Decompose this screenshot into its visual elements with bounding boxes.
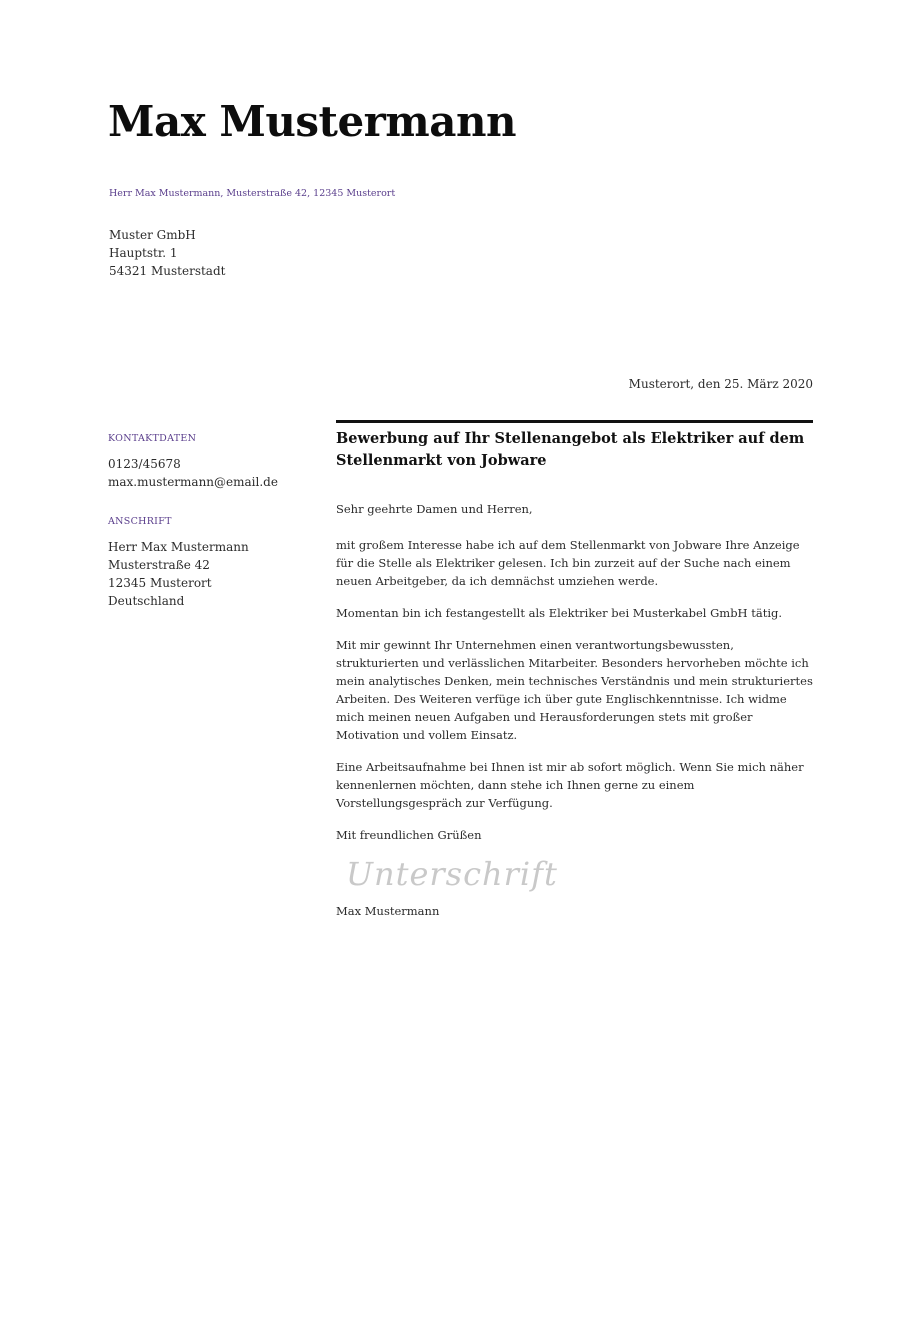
recipient-address [109,226,225,280]
paragraph-availability: Eine Arbeitsaufnahme bei Ihnen ist mir ab sofort möglich. Wenn Sie mich näher kennenlernen möchten, dann stehe ich Ihnen gerne zu einem Vorstellungsgespräch zur Verfügung. [336,760,804,810]
sender-return-address: Herr Max Mustermann, Musterstraße 42, 12345 Musterort [109,188,396,199]
contact-details [108,455,308,491]
letter-salutation: Sehr geehrte Damen und Herren, [336,502,533,516]
paragraph-strengths: Mit mir gewinnt Ihr Unternehmen einen verantwortungsbewussten, strukturierten und verlässlichen Mitarbeiter. Besonders hervorheben möchte ich mein analytisches Denken, mein technisches Verständnis und mein strukturiertes Arbeiten. Des Weiteren verfüge ich über gute Englischkenntnisse. Ich widme mich meinen neuen Aufgaben und Herausforderungen stets mit großer Motivation und vollem Einsatz. [336,638,813,742]
signature-image: Unterschrift [346,855,558,893]
signer-name: Max Mustermann [336,904,440,918]
letter-body [336,420,813,920]
contact-heading: KONTAKTDATEN [108,433,197,444]
paragraph-intro: mit großem Interesse habe ich auf dem Stellenmarkt von Jobware Ihre Anzeige für die Stelle als Elektriker gelesen. Ich bin zurzeit auf der Suche nach einem neuen Arbeitgeber, da ich demnächst umziehen werde. [336,538,800,588]
address-details [108,538,308,610]
recipient-company: Muster GmbH [109,228,196,242]
recipient-city: 54321 Musterstadt [109,264,226,278]
subject-divider [336,420,813,423]
letter-subject: Bewerbung auf Ihr Stellenangebot als Elektriker auf dem Stellenmarkt von Jobware [336,430,805,469]
address-city: 12345 Musterort [108,576,212,590]
sender-name: Max Mustermann [108,97,517,146]
address-country: Deutschland [108,594,185,608]
contact-email: max.mustermann@email.de [108,475,278,489]
letter-closing: Mit freundlichen Grüßen [336,828,482,842]
letter-date: Musterort, den 25. März 2020 [628,377,813,391]
address-heading: ANSCHRIFT [108,516,172,527]
address-name: Herr Max Mustermann [108,540,249,554]
recipient-street: Hauptstr. 1 [109,246,178,260]
address-street: Musterstraße 42 [108,558,210,572]
contact-phone: 0123/45678 [108,457,181,471]
paragraph-current-job: Momentan bin ich festangestellt als Elektriker bei Musterkabel GmbH tätig. [336,606,783,620]
sidebar [108,432,308,634]
